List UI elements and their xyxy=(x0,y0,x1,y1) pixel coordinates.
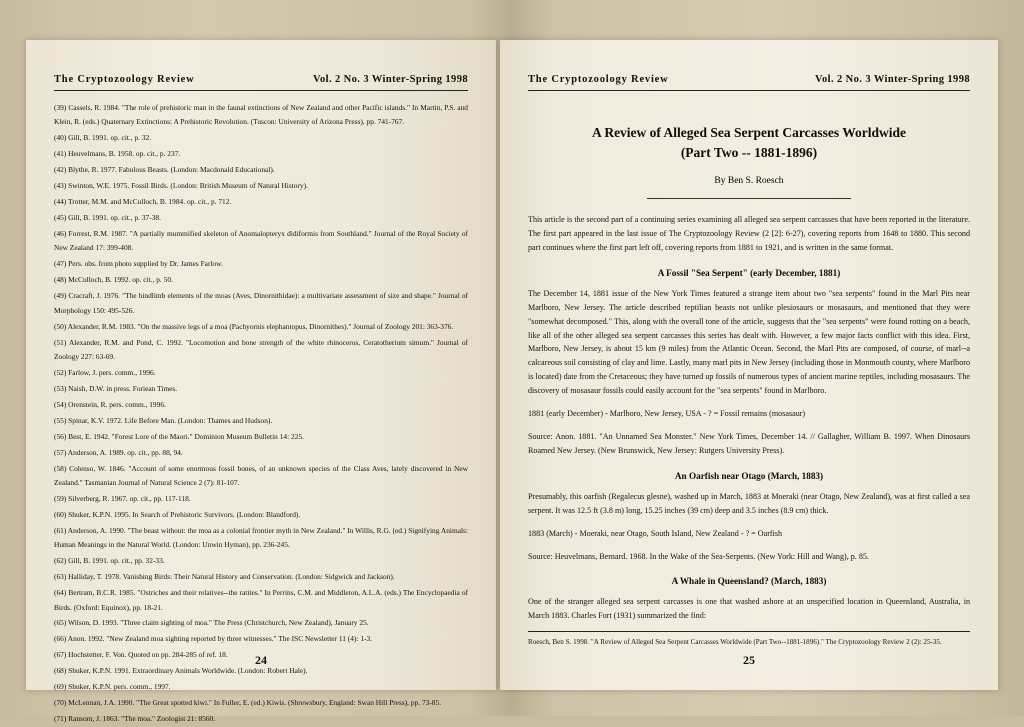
reference-item: (50) Alexander, R.M. 1983. "On the massive legs of a moa (Pachyornis elephantopus, Dinornithes)." Journal of Zoology 201: 363-376. xyxy=(54,321,454,331)
reference-item: (70) McLennan, J.A. 1990. "The Great spotted kiwi." In Fuller, E. (ed.) Kiwis. (Shrewsbury, England: Swan Hill Press), pp. 73-85. xyxy=(54,698,442,708)
right-page xyxy=(500,40,998,690)
article-body xyxy=(528,101,970,621)
reference-item: (43) Swinton, W.E. 1975. Fossil Birds. (London: British Museum of Natural History). xyxy=(54,181,308,191)
reference-item: (53) Naish, D.W. in press. Foriean Times. xyxy=(54,383,178,393)
section-paragraph: One of the stranger alleged sea serpent carcasses is one that washed ashore at an unspecified location in Queensland, Australia, in March 1883. Charles Fort (1931) summarized the find: xyxy=(528,597,970,621)
reference-item: (65) Wilson, D. 1993. "Three claim sighting of moa." The Press (Christchurch, New Zealand), January 25. xyxy=(54,618,369,628)
reference-item: (62) Gill, B. 1991. op. cit., pp. 32-33. xyxy=(54,556,165,566)
reference-item: (63) Halliday, T. 1978. Vanishing Birds: Their Natural History and Conservation. (London: Sidgwick and Jackson). xyxy=(54,572,395,582)
reference-item: (66) Anon. 1992. "New Zealand moa sighting reported by three witnesses." The ISC Newsletter 11 (4): 1-3. xyxy=(54,634,373,644)
article-title xyxy=(528,123,970,162)
left-page-content xyxy=(26,40,496,724)
citation-footnote: Roesch, Ben S. 1998. "A Review of Alleged Sea Serpent Carcasses Worldwide (Part Two--1881-1896)." The Cryptozoology Review 2 (2): 25-35. xyxy=(528,638,942,646)
reference-item: (52) Farlow, J. pers. comm., 1996. xyxy=(54,367,156,377)
journal-title: The Cryptozoology Review xyxy=(54,74,195,85)
reference-item: (51) Alexander, R.M. and Pond, C. 1992. "Locomotion and bone strength of the white rhinoceros, Ceratotherium simum." Journal of Zoology 227: 63-69. xyxy=(54,337,468,361)
reference-item: (56) Best, E. 1942. "Forest Lore of the Maori." Dominion Museum Bulletin 14: 225. xyxy=(54,431,304,441)
article-title-line2: (Part Two -- 1881-1896) xyxy=(680,144,818,160)
section-heading-whale-queensland: A Whale in Queensland? (March, 1883) xyxy=(671,576,827,587)
reference-item: (39) Cassels, R. 1984. "The role of prehistoric man in the faunal extinctions of New Zealand and other Pacific islands." In Martin, P.S. and Klein, R. (eds.) Quaternary Extinctions: A Prehistoric Revolution. (Tuscon: University of Arizona Press), pp. 741-767. xyxy=(54,103,468,127)
reference-item: (67) Hochstetter, F. Von. Quoted on pp. 284-285 of ref. 18. xyxy=(54,650,228,660)
section-record-line: 1881 (early December) - Marlboro, New Jersey, USA - ? = Fossil remains (mosasaur) xyxy=(528,409,806,419)
byline-rule xyxy=(647,198,850,199)
section-heading-oarfish-otago: An Oarfish near Otago (March, 1883) xyxy=(674,470,824,481)
reference-item: (60) Shuker, K.P.N. 1995. In Search of Prehistoric Survivors. (London: Blandford). xyxy=(54,509,301,519)
reference-item: (48) McCulloch, B. 1992. op. cit., p. 50. xyxy=(54,275,173,285)
reference-item: (42) Blythe, R. 1977. Fabulous Beasts. (London: Macdonald Educational). xyxy=(54,165,275,175)
reference-item: (40) Gill, B. 1991. op. cit., p. 32. xyxy=(54,133,152,143)
footnote-rule xyxy=(528,631,970,632)
header-rule xyxy=(528,90,970,91)
reference-item: (47) Pers. obs. from photo supplied by Dr. James Farlow. xyxy=(54,259,223,269)
article-byline: By Ben S. Roesch xyxy=(714,176,784,187)
reference-item: (49) Cracraft, J. 1976. "The hindlimb elements of the moas (Aves, Dinornithidae): a multivariate assessment of size and shape." Journal of Morphology 150: 495-526. xyxy=(54,291,468,315)
reference-item: (61) Anderson, A. 1990. "The beast without: the moa as a colonial frontier myth in New Zealand." In Willis, R.G. (ed.) Signifying Animals: Human Meanings in the Natural World. (London: Unwin Hyman), pp. 236-245. xyxy=(54,525,468,550)
header-rule xyxy=(54,90,468,91)
section-paragraph: Presumably, this oarfish (Regalecus glesne), washed up in March, 1883 at Moeraki (near Otago, New Zealand), was at first called a sea serpent. It was 12.5 ft (3.8 m) long, 15.25 inches (39 cm) deep and 3.5 inches (8.9 cm) thick. xyxy=(528,491,970,515)
right-page-content xyxy=(500,40,998,690)
reference-list xyxy=(54,101,468,727)
reference-item: (58) Colenso, W. 1846. "Account of some enormous fossil bones, of an unknown species of the Class Aves, lately discovered in New Zealand." Tasmanian Journal of Natural Science 2 (7): 81-107. xyxy=(54,463,468,487)
reference-item: (59) Silverberg, R. 1967. op. cit., pp. 117-118. xyxy=(54,493,191,503)
right-running-head xyxy=(528,74,970,85)
issue-label: Vol. 2 No. 3 Winter-Spring 1998 xyxy=(312,74,468,85)
journal-title: The Cryptozoology Review xyxy=(528,74,669,85)
reference-item: (44) Trotter, M.M. and McCulloch, B. 1984. op. cit., p. 712. xyxy=(54,197,232,207)
article-title-line1: A Review of Alleged Sea Serpent Carcasses Worldwide xyxy=(591,125,907,140)
issue-label: Vol. 2 No. 3 Winter-Spring 1998 xyxy=(814,74,970,85)
page-number: 24 xyxy=(255,653,267,667)
section-source-line: Source: Heuvelmans, Bernard. 1968. In the Wake of the Sea-Serpents. (New York: Hill and Wang), p. 85. xyxy=(528,551,869,561)
reference-item: (64) Bertram, B.C.R. 1985. "Ostriches and their relatives--the ratites." In Perrins, C.M. and Middleton, A.L.A. (eds.) The Encyclopaedia of Birds. (Oxford: Equinox), pp. 18-21. xyxy=(54,588,468,612)
left-running-head xyxy=(54,74,468,85)
reference-item: (68) Shuker, K.P.N. 1991. Extraordinary Animals Worldwide. (London: Robert Hale). xyxy=(54,666,308,676)
page-number: 25 xyxy=(743,653,755,667)
reference-item: (55) Spinar, K.V. 1972. Life Before Man. (London: Thames and Hudson). xyxy=(54,415,273,425)
reference-item: (46) Forrest, R.M. 1987. "A partially mummified skeleton of Anomalopteryx didiformis from Southland." Journal of the Royal Society of New Zealand 17: 399-408. xyxy=(54,229,468,253)
section-source-line: Source: Anon. 1881. "An Unnamed Sea Monster." New York Times, December 14. // Gallagher, William B. 1997. When Dinosaurs Roamed New Jersey. (New Brunswick, New Jersey: Rutgers University Press). xyxy=(528,432,970,455)
section-record-line: 1883 (March) - Moeraki, near Otago, South Island, New Zealand - ? = Oarfish xyxy=(528,528,783,538)
section-heading-fossil-sea-serpent: A Fossil "Sea Serpent" (early December, 1881) xyxy=(657,267,841,278)
reference-item: (69) Shuker, K.P.N. pers. comm., 1997. xyxy=(54,682,171,692)
reference-item: (71) Ransom, J. 1863. "The moa." Zoologist 21: 8560. xyxy=(54,714,216,724)
reference-item: (54) Orenstein, R. pers. comm., 1996. xyxy=(54,399,166,409)
reference-item: (45) Gill, B. 1991. op. cit., p. 37-38. xyxy=(54,213,161,223)
left-page xyxy=(26,40,496,724)
reference-item: (57) Anderson, A. 1989. op. cit., pp. 88, 94. xyxy=(54,447,183,457)
reference-item: (41) Heuvelmans, B. 1958. op. cit., p. 237. xyxy=(54,149,181,159)
article-intro: This article is the second part of a continuing series examining all alleged sea serpent carcasses that have been reported in the literature. The first part appeared in the last issue of The Cryptozoology Review (2 [2]: 6-27), covering reports from 1648 to 1880. This second part continues where the first part left off, covering reports from 1881 to 1921, and is written in the same format. xyxy=(528,215,970,252)
section-paragraph: The December 14, 1881 issue of the New York Times featured a strange item about two "sea serpents" found in the Marl Pits near Marlboro, New Jersey. The article described reptilian beasts not unlike plesiosaurs or mosasaurs, and mentioned that they were "somewhat decomposed." This, along with the overall tone of the article, suggests that the "sea serpents" were found rotting on a beach, like all of the other alleged sea serpent carcasses this series has dealt with. However, a few major facts conflict with this idea. First, Marlboro, New Jersey, is about 15 km (9 miles) from the Atlantic Ocean. Second, the Marl Pits are composed, of course, of marl--a calcareous soil consisting of clay and lime. Lastly, many marl pits in New Jersey (including those in Monmouth county, where Marlboro is located) date from the Cretaceous; they have turned up fossils of numerous types of ancient marine reptiles, including mosasaurs. The discovery of mosasaur fossils could easily account for the "sea serpents" found in Marlboro. xyxy=(528,288,970,396)
